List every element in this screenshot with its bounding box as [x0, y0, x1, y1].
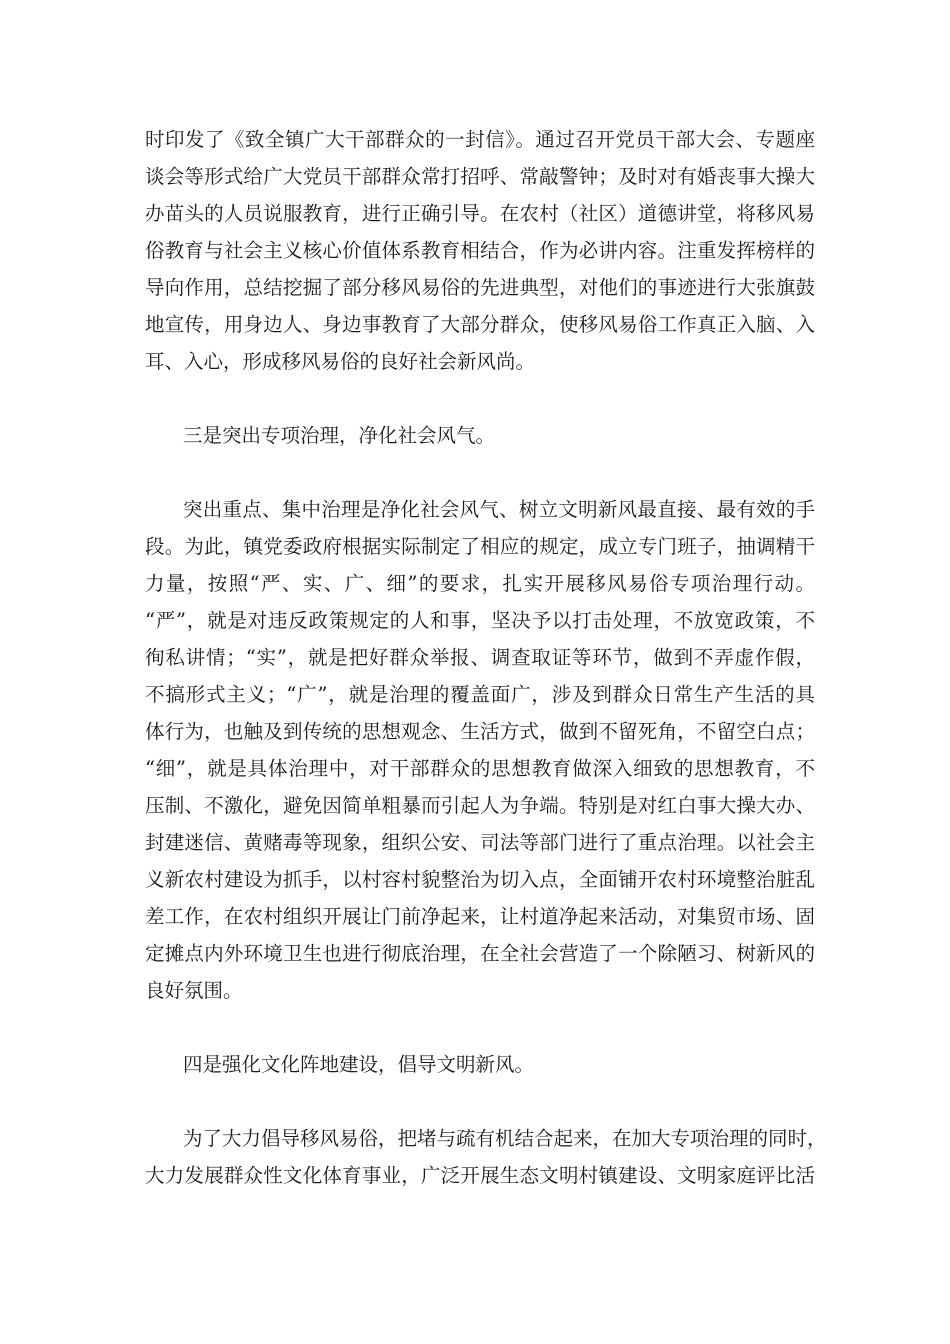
paragraph-2-line-2: 段。为此，镇党委政府根据实际制定了相应的规定，成立专门班子，抽调精干	[145, 535, 815, 558]
paragraph-1-line-2: 谈会等形式给广大党员干部群众常打招呼、常敲警钟；及时对有婚丧事大操大	[145, 165, 815, 188]
paragraph-2-line-4: “严”，就是对违反政策规定的人和事，坚决予以打击处理，不放宽政策，不	[145, 609, 815, 632]
paragraph-2-line-14: 良好氛围。	[145, 979, 243, 1002]
paragraph-2-line-5: 徇私讲情；“实”，就是把好群众举报、调查取证等环节，做到不弄虚作假，	[145, 646, 815, 669]
paragraph-2-line-7: 体行为，也触及到传统的思想观念、生活方式，做到不留死角，不留空白点；	[145, 720, 815, 743]
paragraph-2-line-10: 封建迷信、黄赌毒等现象，组织公安、司法等部门进行了重点治理。以社会主	[145, 831, 815, 854]
paragraph-2-line-13: 定摊点内外环境卫生也进行彻底治理，在全社会营造了一个除陋习、树新风的	[145, 942, 815, 965]
paragraph-2-line-8: “细”，就是具体治理中，对干部群众的思想教育做深入细致的思想教育，不	[145, 757, 815, 780]
paragraph-2-line-1: 突出重点、集中治理是净化社会风气、树立文明新风最直接、最有效的手	[183, 498, 815, 521]
section-heading-3: 三是突出专项治理，净化社会风气。	[183, 424, 496, 447]
paragraph-1-line-1: 时印发了《致全镇广大干部群众的一封信》。通过召开党员干部大会、专题座	[145, 128, 815, 151]
paragraph-2-line-6: 不搞形式主义；“广”，就是治理的覆盖面广，涉及到群众日常生产生活的具	[145, 683, 815, 706]
paragraph-1-line-3: 办苗头的人员说服教育，进行正确引导。在农村（社区）道德讲堂，将移风易	[145, 202, 815, 225]
paragraph-2-line-9: 压制、不激化，避免因简单粗暴而引起人为争端。特别是对红白事大操大办、	[145, 794, 815, 817]
paragraph-1-line-5: 导向作用，总结挖掘了部分移风易俗的先进典型，对他们的事迹进行大张旗鼓	[145, 276, 815, 299]
paragraph-3-line-2: 大力发展群众性文化体育事业，广泛开展生态文明村镇建设、文明家庭评比活	[145, 1164, 815, 1187]
paragraph-1-line-6: 地宣传，用身边人、身边事教育了大部分群众，使移风易俗工作真正入脑、入	[145, 313, 815, 336]
paragraph-2-line-11: 义新农村建设为抓手，以村容村貌整治为切入点，全面铺开农村环境整治脏乱	[145, 868, 815, 891]
paragraph-1-line-7: 耳、入心，形成移风易俗的良好社会新风尚。	[145, 350, 536, 373]
section-heading-4: 四是强化文化阵地建设，倡导文明新风。	[183, 1053, 535, 1076]
paragraph-3-line-1: 为了大力倡导移风易俗，把堵与疏有机结合起来，在加大专项治理的同时，	[183, 1127, 827, 1150]
paragraph-1-line-4: 俗教育与社会主义核心价值体系教育相结合，作为必讲内容。注重发挥榜样的	[145, 239, 815, 262]
paragraph-2-line-12: 差工作，在农村组织开展让门前净起来，让村道净起来活动，对集贸市场、固	[145, 905, 815, 928]
paragraph-2-line-3: 力量，按照“严、实、广、细”的要求，扎实开展移风易俗专项治理行动。	[145, 572, 815, 595]
